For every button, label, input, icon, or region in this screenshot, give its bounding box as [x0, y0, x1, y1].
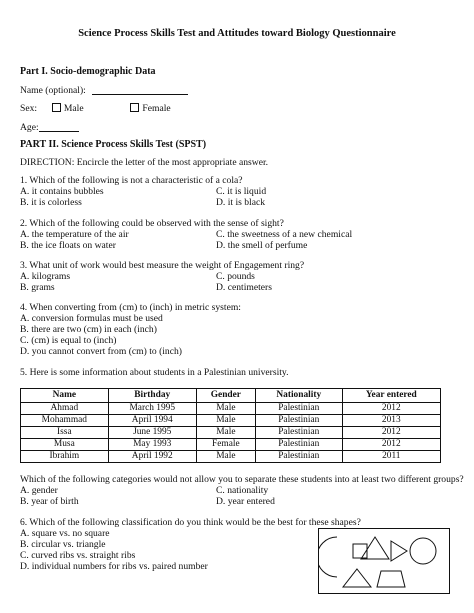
circle-shape: [410, 538, 436, 564]
q1-option-a[interactable]: A. it contains bubbles: [20, 186, 104, 197]
female-checkbox[interactable]: [130, 103, 139, 112]
table-cell: Male: [196, 415, 255, 427]
table-cell: Palestinian: [255, 427, 342, 439]
table-header-row: [21, 389, 441, 403]
q5-option-c[interactable]: C. nationality: [216, 485, 269, 496]
q1-option-d[interactable]: D. it is black: [216, 197, 266, 208]
table-cell: Mohammad: [21, 415, 109, 427]
age-row: [20, 122, 79, 133]
age-field[interactable]: [39, 122, 79, 132]
female-label: Female: [142, 103, 171, 114]
name-label: Name (optional):: [20, 85, 86, 96]
triangle-shape: [361, 537, 389, 559]
document-title: Science Process Skills Test and Attitudes toward Biology Questionnaire: [78, 28, 396, 39]
table-cell: March 1995: [108, 403, 196, 415]
table-cell: Palestinian: [255, 403, 342, 415]
table-cell: Male: [196, 451, 255, 463]
q3-option-c[interactable]: C. pounds: [216, 271, 255, 282]
name-row: [20, 85, 188, 96]
question-4-stem: 4. When converting from (cm) to (inch) in metric system:: [20, 302, 241, 313]
table-cell: April 1992: [108, 451, 196, 463]
name-field[interactable]: [92, 85, 188, 95]
table-cell: Palestinian: [255, 451, 342, 463]
students-table: [20, 388, 441, 463]
question-5-stem: 5. Here is some information about students in a Palestinian university.: [20, 367, 289, 378]
table-row: [21, 415, 441, 427]
question-5-followup: Which of the following categories would not allow you to separate these students into at least two different groups?: [20, 474, 464, 485]
q2-option-c[interactable]: C. the sweetness of a new chemical: [216, 229, 353, 240]
q6-option-a[interactable]: A. square vs. no square: [20, 528, 110, 539]
table-row: [21, 451, 441, 463]
q5-option-a[interactable]: A. gender: [20, 485, 58, 496]
q1-option-b[interactable]: B. it is colorless: [20, 197, 82, 208]
male-checkbox[interactable]: [52, 103, 61, 112]
column-header: Year entered: [342, 389, 440, 403]
q6-option-d[interactable]: D. individual numbers for ribs vs. paired number: [20, 561, 208, 572]
q1-option-c[interactable]: C. it is liquid: [216, 186, 267, 197]
table-cell: Ahmad: [21, 403, 109, 415]
q3-option-d[interactable]: D. centimeters: [216, 282, 272, 293]
table-row: [21, 427, 441, 439]
table-cell: Ibrahim: [21, 451, 109, 463]
arrow-shape: [391, 541, 407, 561]
question-6-stem: 6. Which of the following classification do you think would be the best for these shapes?: [20, 517, 361, 528]
table-cell: Palestinian: [255, 439, 342, 451]
table-cell: Male: [196, 403, 255, 415]
male-label: Male: [63, 103, 84, 114]
q3-option-a[interactable]: A. kilograms: [20, 271, 71, 282]
q6-option-c[interactable]: C. curved ribs vs. straight ribs: [20, 550, 136, 561]
table-cell: 2012: [342, 403, 440, 415]
shapes-figure: [318, 528, 450, 594]
table-row: [21, 439, 441, 451]
table-cell: Issa: [21, 427, 109, 439]
q2-option-d[interactable]: D. the smell of perfume: [216, 240, 308, 251]
q6-option-b[interactable]: B. circular vs. triangle: [20, 539, 106, 550]
column-header: Gender: [196, 389, 255, 403]
table-cell: Female: [196, 439, 255, 451]
q4-option-a[interactable]: A. conversion formulas must be used: [20, 313, 163, 324]
direction-text: DIRECTION: Encircle the letter of the most appropriate answer.: [20, 157, 269, 168]
part1-heading: Part I. Socio-demographic Data: [20, 66, 156, 77]
q4-option-c[interactable]: C. (cm) is equal to (inch): [20, 335, 117, 346]
lower-triangle-shape: [343, 569, 371, 587]
question-1-stem: 1. Which of the following is not a characteristic of a cola?: [20, 175, 243, 186]
q2-option-a[interactable]: A. the temperature of the air: [20, 229, 129, 240]
table-cell: May 1993: [108, 439, 196, 451]
table-cell: 2011: [342, 451, 440, 463]
table-cell: 2012: [342, 439, 440, 451]
age-label: Age:: [20, 122, 39, 133]
table-cell: April 1994: [108, 415, 196, 427]
crescent-shape: [319, 537, 337, 577]
column-header: Nationality: [255, 389, 342, 403]
q3-option-b[interactable]: B. grams: [20, 282, 55, 293]
table-cell: Musa: [21, 439, 109, 451]
table-cell: Male: [196, 427, 255, 439]
part2-heading: PART II. Science Process Skills Test (SPST): [20, 139, 207, 150]
q2-option-b[interactable]: B. the ice floats on water: [20, 240, 116, 251]
q5-option-d[interactable]: D. year entered: [216, 496, 275, 507]
question-3-stem: 3. What unit of work would best measure the weight of Engagement ring?: [20, 260, 305, 271]
table-cell: June 1995: [108, 427, 196, 439]
question-2-stem: 2. Which of the following could be observed with the sense of sight?: [20, 218, 284, 229]
q4-option-b[interactable]: B. there are two (cm) in each (inch): [20, 324, 157, 335]
trapezoid-shape: [377, 571, 405, 587]
table-cell: 2013: [342, 415, 440, 427]
table-cell: Palestinian: [255, 415, 342, 427]
sex-label: Sex:: [20, 103, 38, 114]
shapes-illustration: [319, 529, 449, 593]
table-cell: 2012: [342, 427, 440, 439]
q5-option-b[interactable]: B. year of birth: [20, 496, 79, 507]
sex-row: [20, 103, 171, 114]
column-header: Birthday: [108, 389, 196, 403]
column-header: Name: [21, 389, 109, 403]
square-shape: [353, 544, 367, 558]
table-row: [21, 403, 441, 415]
q4-option-d[interactable]: D. you cannot convert from (cm) to (inch): [20, 346, 182, 357]
